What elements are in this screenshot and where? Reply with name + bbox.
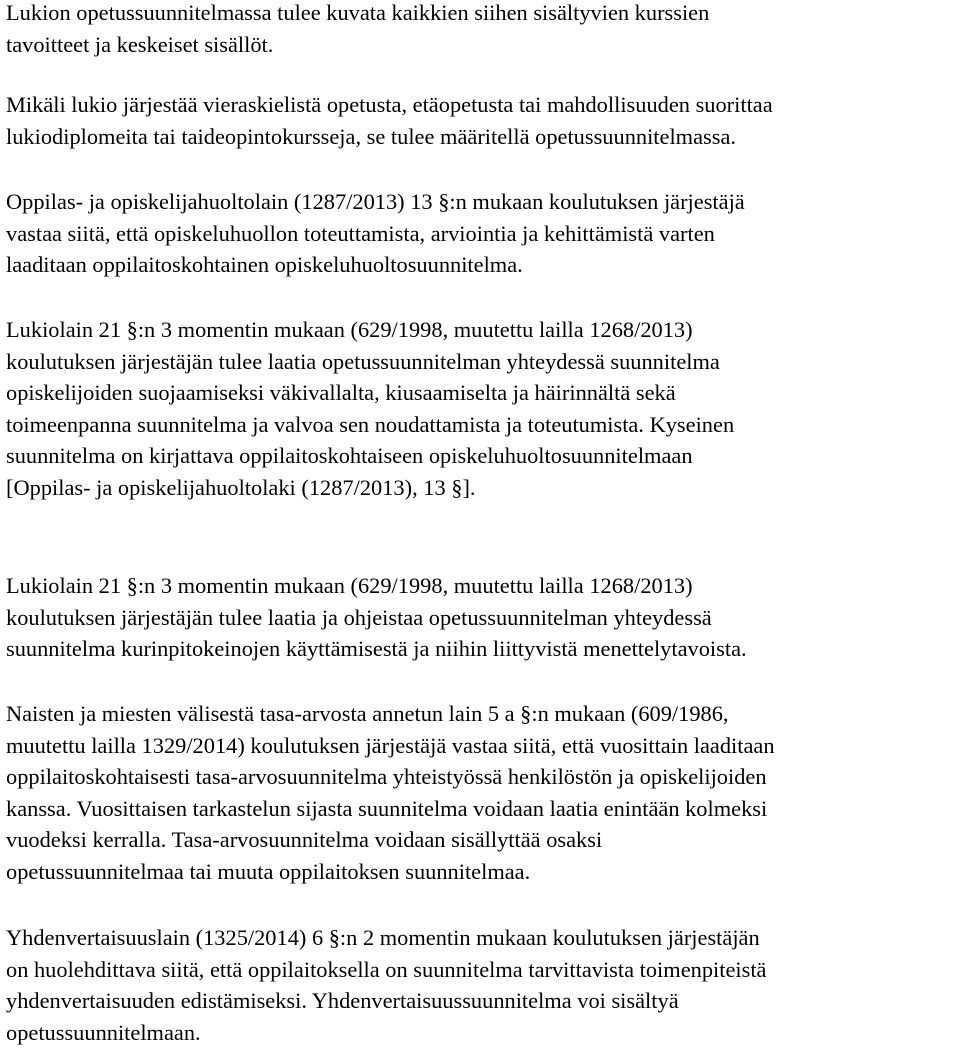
text-line: opiskelijoiden suojaamiseksi väkivallalta, kiusaamiselta ja häirinnältä sekä <box>6 380 676 406</box>
text-line: toimeenpanna suunnitelma ja valvoa sen noudattamista ja toteutumista. Kyseinen <box>6 411 735 437</box>
text-line: suunnitelma on kirjattava oppilaitoskohtaiseen opiskeluhuoltosuunnitelmaan <box>6 443 693 469</box>
text-line: suunnitelma kurinpitokeinojen käyttämisestä ja niihin liittyvistä menettelytavoista. <box>6 636 747 662</box>
text-line: vuodeksi kerralla. Tasa-arvosuunnitelma voidaan sisällyttää osaksi <box>6 827 603 853</box>
text-line: Oppilas- ja opiskelijahuoltolain (1287/2013) 13 §:n mukaan koulutuksen järjestäjä <box>6 189 745 214</box>
text-line: lukiodiplomeita tai taideopintokursseja, se tulee määritellä opetussuunnitelmassa. <box>6 123 737 149</box>
paragraph-violence-protection-plan <box>6 314 734 504</box>
text-line: [Oppilas- ja opiskelijahuoltolaki (1287/2013), 13 §]. <box>6 474 476 500</box>
text-line: vastaa siitä, että opiskeluhuollon toteuttamista, arviointia ja kehittämistä varten <box>6 220 715 246</box>
text-line: kanssa. Vuosittaisen tarkastelun sijasta suunnitelma voidaan laatia enintään kolmeksi <box>6 795 768 821</box>
text-line: Naisten ja miesten välisestä tasa-arvosta annetun lain 5 a §:n mukaan (609/1986, <box>6 701 729 726</box>
text-line: opetussuunnitelmaa tai muuta oppilaitoksen suunnitelmaa. <box>6 858 531 884</box>
text-line: Lukiolain 21 §:n 3 momentin mukaan (629/1998, muutettu lailla 1268/2013) <box>6 317 693 342</box>
text-line: Mikäli lukio järjestää vieraskielistä opetusta, etäopetusta tai mahdollisuuden suorittaa <box>6 92 773 117</box>
text-line: Lukiolain 21 §:n 3 momentin mukaan (629/1998, muutettu lailla 1268/2013) <box>6 573 693 598</box>
paragraph-foreign-language-teaching <box>6 89 773 152</box>
text-line: oppilaitoskohtaisesti tasa-arvosuunnitelma yhteistyössä henkilöstön ja opiskelijoiden <box>6 764 767 790</box>
text-line: Yhdenvertaisuuslain (1325/2014) 6 §:n 2 momentin mukaan koulutuksen järjestäjän <box>6 925 760 950</box>
text-line: Lukion opetussuunnitelmassa tulee kuvata kaikkien siihen sisältyvien kurssien <box>6 0 710 25</box>
text-line: koulutuksen järjestäjän tulee laatia opetussuunnitelman yhteydessä suunnitelma <box>6 348 720 374</box>
text-line: muutettu lailla 1329/2014) koulutuksen järjestäjä vastaa siitä, että vuosittain laaditaan <box>6 732 775 758</box>
paragraph-disciplinary-plan <box>6 570 747 665</box>
paragraph-gender-equality-plan <box>6 698 775 888</box>
text-line: on huolehdittava siitä, että oppilaitoksella on suunnitelma tarvittavista toimenpiteistä <box>6 956 767 982</box>
text-line: opetussuunnitelmaan. <box>6 1019 201 1045</box>
paragraph-non-discrimination-plan <box>6 922 767 1048</box>
paragraph-student-welfare-plan <box>6 186 745 281</box>
text-line: laaditaan oppilaitoskohtainen opiskeluhuoltosuunnitelma. <box>6 252 523 278</box>
paragraph-course-goals <box>6 0 709 60</box>
text-line: tavoitteet ja keskeiset sisällöt. <box>6 31 274 57</box>
text-line: koulutuksen järjestäjän tulee laatia ja ohjeistaa opetussuunnitelman yhteydessä <box>6 604 712 630</box>
text-line: yhdenvertaisuuden edistämiseksi. Yhdenvertaisuussuunnitelma voi sisältyä <box>6 988 679 1014</box>
